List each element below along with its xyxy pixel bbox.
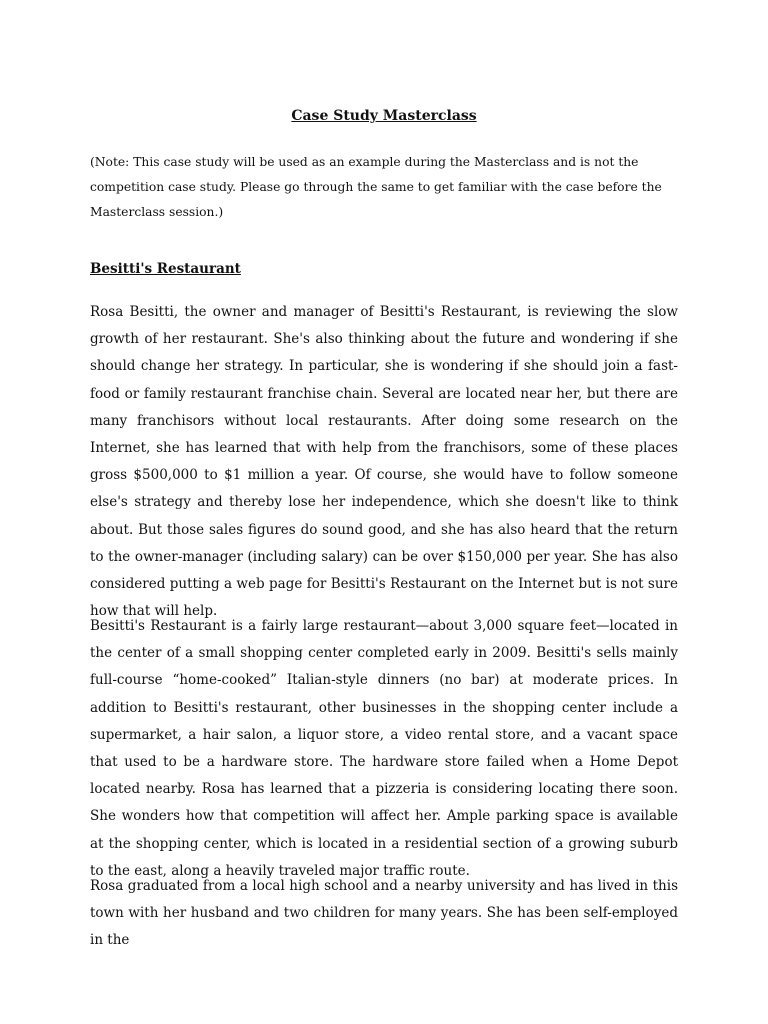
document-note: (Note: This case study will be used as an example during the Masterclass and is not the competition case study. Please go through the same to get familiar with the case before the Masterclass session.) (90, 155, 662, 219)
body-paragraph-1: Rosa Besitti, the owner and manager of Besitti's Restaurant, is reviewing the slow growth of her restaurant. She's also thinking about the future and wondering if she should change her strategy. In particular, she is wondering if she should join a fast-food or family restaurant franchise chain. Several are located near her, but there are many franchisors without local restaurants. After doing some research on the Internet, she has learned that with help from the franchisors, some of these places gross $500,000 to $1 million a year. Of course, she would have to follow someone else's strategy and thereby lose her independence, which she doesn't like to think about. But those sales figures do sound good, and she has also heard that the return to the owner-manager (including salary) can be over $150,000 per year. She has also considered putting a web page for Besitti's Restaurant on the Internet but is not sure how that will help. (90, 304, 678, 620)
section-heading: Besitti's Restaurant (90, 261, 241, 277)
body-paragraph-2: Besitti's Restaurant is a fairly large restaurant—about 3,000 square feet—located in the center of a small shopping center completed early in 2009. Besitti's sells mainly full-course “home-cooked” Italian-style dinners (no bar) at moderate prices. In addition to Besitti's restaurant, other businesses in the shopping center include a supermarket, a hair salon, a liquor store, a video rental store, and a vacant space that used to be a hardware store. The hardware store failed when a Home Depot located nearby. Rosa has learned that a pizzeria is considering locating there soon. She wonders how that competition will affect her. Ample parking space is available at the shopping center, which is located in a residential section of a growing suburb to the east, along a heavily traveled major traffic route. (90, 618, 678, 879)
document-title: Case Study Masterclass (291, 108, 477, 124)
body-paragraph-3: Rosa graduated from a local high school and a nearby university and has lived in this town with her husband and two children for many years. She has been self-employed in the (90, 878, 678, 949)
